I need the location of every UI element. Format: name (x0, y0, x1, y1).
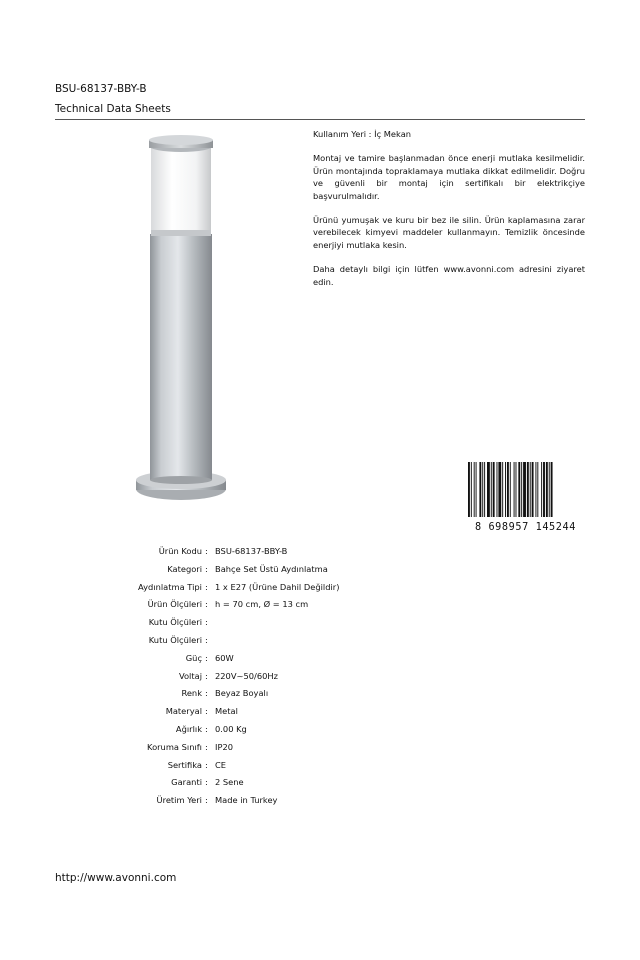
spec-row (60, 671, 520, 685)
spec-value: Made in Turkey (215, 795, 278, 806)
spec-row (60, 688, 520, 702)
spec-label: Üretim Yeri (156, 795, 202, 806)
barcode-bar (507, 462, 509, 524)
spec-label: Aydınlatma Tipi (138, 581, 202, 592)
spec-separator: : (205, 795, 208, 806)
barcode-bar (549, 462, 550, 524)
spec-label: Garanti (171, 777, 202, 788)
website-url: http://www.avonni.com (55, 872, 177, 884)
spec-separator: : (205, 670, 208, 681)
spec-separator: : (205, 546, 208, 556)
spec-separator: : (205, 635, 208, 645)
usage-location: Kullanım Yeri : İç Mekan (313, 129, 412, 139)
product-image (130, 132, 232, 507)
spec-label: Ağırlık (175, 724, 202, 734)
barcode-bar (484, 462, 485, 524)
safety-paragraph: Montaj ve tamire başlanmadan önce enerji mutlaka kesilmelidir. Ürün montajında topraklamaya mutlaka dikkat edilmelidir. Doğru ve güvenli bir montaj için sertifikalı bir elektrikçiye başvurulmalıdır. (313, 153, 585, 201)
spec-row (60, 795, 520, 809)
spec-label: Kutu Ölçüleri (148, 617, 202, 628)
barcode-bar (523, 462, 526, 524)
barcode-bar (551, 462, 553, 524)
barcode-bar (468, 462, 470, 524)
spec-row (60, 564, 520, 578)
spec-separator: : (205, 617, 208, 628)
spec-separator: : (205, 563, 208, 574)
barcode-bar (532, 462, 534, 524)
barcode-bar (518, 462, 520, 524)
website-paragraph: Daha detaylı bilgi için lütfen www.avonni.com adresini ziyaret edin. (313, 264, 585, 287)
barcode (467, 462, 584, 532)
spec-value: IP20 (215, 741, 234, 752)
barcode-bar (530, 462, 531, 524)
spec-value: Metal (215, 706, 238, 717)
spec-separator: : (205, 688, 208, 699)
barcode-bar (476, 462, 477, 524)
spec-label: Güç (185, 652, 202, 663)
spec-label: Kategori (167, 563, 202, 574)
spec-separator: : (205, 724, 208, 734)
spec-label: Ürün Kodu (158, 546, 202, 556)
spec-value: 1 x E27 (Ürüne Dahil Değildir) (215, 581, 340, 592)
spec-separator: : (205, 741, 208, 752)
barcode-bar (502, 462, 503, 524)
spec-row (60, 635, 520, 649)
spec-row (60, 742, 520, 756)
barcode-bar (493, 462, 495, 524)
barcode-bar (535, 462, 536, 524)
barcode-bar (514, 462, 515, 524)
barcode-bar (541, 462, 542, 524)
spec-value: 60W (215, 652, 234, 663)
barcode-bar (516, 462, 517, 524)
spec-value: Bahçe Set Üstü Aydınlatma (215, 563, 328, 574)
spec-value: 2 Sene (215, 777, 244, 788)
spec-separator: : (205, 777, 208, 788)
spec-separator: : (205, 759, 208, 770)
document-subtitle: Technical Data Sheets (55, 103, 171, 115)
spec-label: Koruma Sınıfı (147, 741, 202, 752)
barcode-bar (537, 462, 538, 524)
barcode-bar (543, 462, 545, 524)
barcode-bar (505, 462, 506, 524)
barcode-bar (474, 462, 475, 524)
barcode-bar (510, 462, 511, 524)
spec-row (60, 582, 520, 596)
spec-label: Voltaj (178, 670, 202, 681)
spec-label: Renk (181, 688, 202, 699)
spec-value: 220V~50/60Hz (215, 670, 278, 681)
spec-separator: : (205, 599, 208, 610)
spec-row (60, 777, 520, 791)
spec-label: Kutu Ölçüleri (148, 635, 202, 645)
barcode-bar (546, 462, 548, 524)
spec-row (60, 760, 520, 774)
barcode-bar (498, 462, 501, 524)
spec-label: Sertifika (167, 759, 202, 770)
spec-row (60, 706, 520, 720)
spec-value: BSU-68137-BBY-B (215, 546, 288, 556)
barcode-number: 8 698957 145244 (474, 522, 577, 532)
barcode-bar (527, 462, 529, 524)
barcode-bar (479, 462, 481, 524)
spec-separator: : (205, 581, 208, 592)
spec-row (60, 617, 520, 631)
spec-label: Materyal (165, 706, 202, 717)
spec-value: 0.00 Kg (215, 724, 247, 734)
spec-separator: : (205, 706, 208, 717)
care-paragraph: Ürünü yumuşak ve kuru bir bez ile silin. Ürün kaplamasına zarar verebilecek kimyevi maddeler kullanmayın. Temizlik öncesinde enerjiyi mutlaka kesin. (313, 215, 585, 250)
spec-label: Ürün Ölçüleri (147, 599, 202, 610)
spec-value: Beyaz Boyalı (215, 688, 269, 699)
header-divider (55, 119, 585, 120)
product-code-title: BSU-68137-BBY-B (55, 83, 147, 95)
barcode-bar (497, 462, 498, 524)
barcode-bar (487, 462, 490, 524)
spec-row (60, 724, 520, 738)
barcode-bar (491, 462, 492, 524)
spec-value: CE (215, 759, 227, 770)
spec-separator: : (205, 652, 208, 663)
barcode-bar (482, 462, 483, 524)
barcode-bar (521, 462, 522, 524)
spec-row (60, 653, 520, 667)
spec-row (60, 599, 520, 613)
barcode-bar (471, 462, 472, 524)
info-text-block (313, 128, 585, 300)
spec-value: h = 70 cm, Ø = 13 cm (215, 599, 309, 610)
spec-row (60, 546, 520, 560)
barcode-bars (468, 462, 553, 524)
